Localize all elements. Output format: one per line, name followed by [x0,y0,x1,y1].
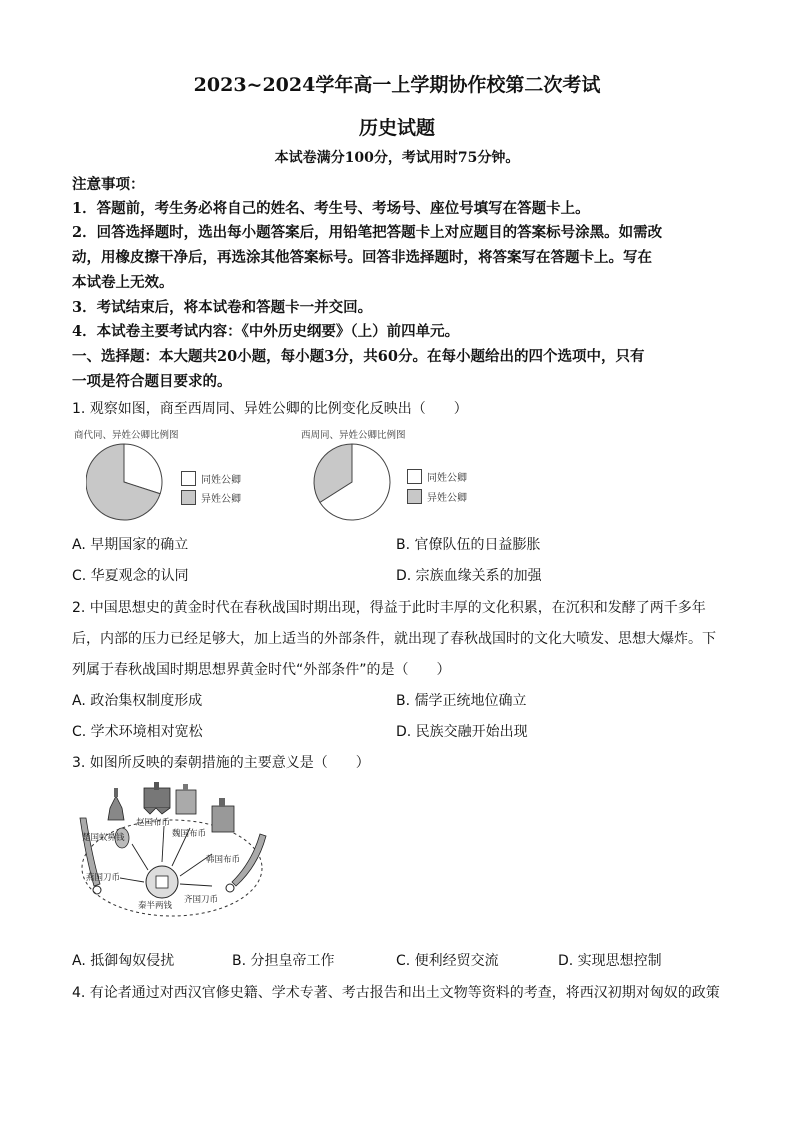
q1-option-a: A. 早期国家的确立 [72,537,189,553]
notice-item-2-line-1: 2．回答选择题时，选出每小题答案后，用铅笔把答题卡上对应题目的答案标号涂黑。如需改 [72,224,663,241]
q2-option-d: D. 民族交融开始出现 [396,724,528,740]
notice-item-2-line-2: 动，用橡皮擦干净后，再选涂其他答案标号。回答非选择题时，将答案写在答题卡上。写在 [72,249,652,266]
q2-stem-line-2: 后，内部的压力已经足够大，加上适当的外部条件，就出现了春秋战国时的文化大喷发、思想大爆炸。下 [72,631,716,647]
wei-spade-coin-2-icon [176,784,196,814]
exam-title: 2023~2024学年高一上学期协作校第二次考试 [193,74,601,96]
q1-option-d: D. 宗族血缘关系的加强 [396,568,542,584]
label-chu: 楚国蚁鼻钱 [82,833,125,843]
q3-stem: 3. 如图所反映的秦朝措施的主要意义是（ ） [72,755,370,771]
section-1-line-2: 一项是符合题目要求的。 [72,373,232,390]
q2-option-c: C. 学术环境相对宽松 [72,724,203,740]
q1-option-c: C. 华夏观念的认同 [72,568,189,584]
section-1-line-1: 一、选择题：本大题共20小题，每小题3分，共60分。在每小题给出的四个选项中，只有 [72,348,645,365]
q3-option-d: D. 实现思想控制 [558,953,662,969]
chart-1-legend-swatch-diff [181,490,196,505]
chart-1-legend-swatch-same [181,471,196,486]
chart-2-legend-swatch-same [407,469,422,484]
label-zhao: 赵国布币 [136,818,171,828]
label-han: 韩国布币 [206,855,241,865]
q1-stem: 1. 观察如图，商至西周同、异姓公卿的比例变化反映出（ ） [72,401,468,417]
label-qin: 秦半两钱 [138,901,173,911]
qin-banliang-coin-icon [146,866,178,898]
chart-1-legend-diff: 异姓公卿 [201,494,241,505]
chart-2-legend-swatch-diff [407,489,422,504]
notice-heading: 注意事项： [72,176,145,193]
notice-item-3: 3．考试结束后，将本试卷和答题卡一并交回。 [72,299,373,316]
chart-2-title: 西周同、异姓公卿比例图 [301,430,406,441]
qin-currency-diagram [72,778,272,923]
exam-subject: 历史试题 [358,117,435,139]
q2-option-a: A. 政治集权制度形成 [72,693,203,709]
q3-option-b: B. 分担皇帝工作 [232,953,335,969]
chart-1-title: 商代同、异姓公卿比例图 [74,430,179,441]
notice-item-2-line-3: 本试卷上无效。 [72,274,174,291]
exam-info: 本试卷满分100分，考试用时75分钟。 [274,150,520,166]
q2-stem-line-3: 列属于春秋战国时期思想界黄金时代“外部条件”的是（ ） [72,662,451,678]
notice-item-4: 4．本试卷主要考试内容：《中外历史纲要》（上）前四单元。 [72,323,460,340]
label-qi: 齐国刀币 [184,895,219,905]
notice-item-1: 1．答题前，考生务必将自己的姓名、考生号、考场号、座位号填写在答题卡上。 [72,200,590,217]
chart-1-legend-same: 同姓公卿 [201,475,241,486]
label-yan: 燕国刀币 [86,873,121,883]
wei-spade-coin-icon [144,782,170,814]
q4-stem-line-1: 4. 有论者通过对西汉官修史籍、学术专著、考古报告和出土文物等资料的考查，将西汉初期对匈奴的政策 [72,985,720,1001]
label-wei: 魏国布币 [172,829,207,839]
q2-stem-line-1: 2. 中国思想史的黄金时代在春秋战国时期出现，得益于此时丰厚的文化积累，在沉积和发酵了两千多年 [72,600,706,616]
chart-1-pie [86,440,186,530]
chart-2-legend-diff: 异姓公卿 [427,493,467,504]
q3-option-a: A. 抵御匈奴侵扰 [72,953,175,969]
q3-option-c: C. 便利经贸交流 [396,953,499,969]
han-spade-coin-icon [212,798,234,832]
q1-option-b: B. 官僚队伍的日益膨胀 [396,537,541,553]
chart-2-legend-same: 同姓公卿 [427,473,467,484]
chart-2-pie [312,440,412,530]
q2-option-b: B. 儒学正统地位确立 [396,693,527,709]
zhao-spade-coin-icon [108,788,124,820]
